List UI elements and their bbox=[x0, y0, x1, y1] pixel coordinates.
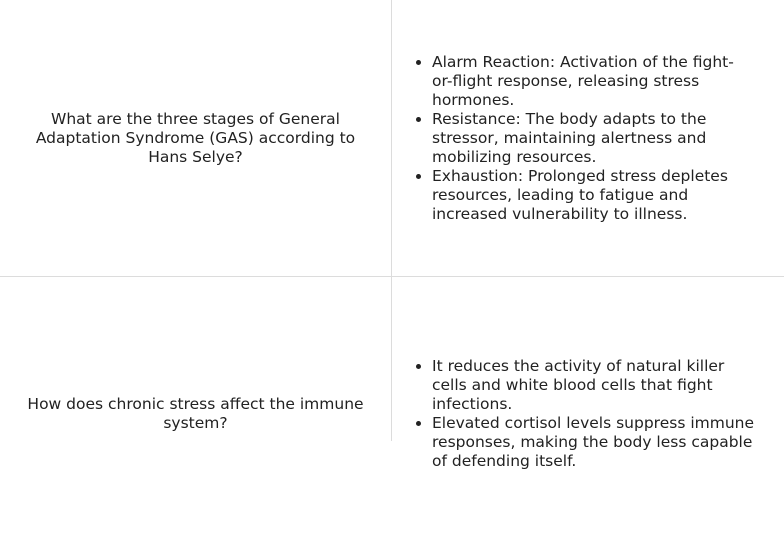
answer-item: • Elevated cortisol levels suppress immune responses, making the body less capable of defending itself. bbox=[432, 414, 754, 471]
question-text: How does chronic stress affect the immune system? bbox=[27, 395, 364, 432]
answer-item: • It reduces the activity of natural killer cells and white blood cells that fight infections. bbox=[432, 357, 754, 414]
card-front bbox=[0, 0, 391, 276]
card-back bbox=[414, 276, 754, 552]
vertical-divider bbox=[391, 0, 392, 441]
flashcard-2 bbox=[0, 276, 784, 552]
question-text: What are the three stages of General Adaptation Syndrome (GAS) according to Hans Selye? bbox=[35, 109, 356, 166]
card-front bbox=[0, 276, 391, 552]
horizontal-divider bbox=[0, 276, 784, 277]
answer-list bbox=[414, 53, 754, 224]
answer-item: • Alarm Reaction: Activation of the fight-or-flight response, releasing stress hormones. bbox=[432, 53, 754, 110]
answer-list bbox=[414, 357, 754, 471]
answer-item: • Resistance: The body adapts to the stressor, maintaining alertness and mobilizing resources. bbox=[432, 110, 754, 167]
answer-item: • Exhaustion: Prolonged stress depletes resources, leading to fatigue and increased vulnerability to illness. bbox=[432, 167, 754, 224]
card-back bbox=[414, 0, 754, 276]
